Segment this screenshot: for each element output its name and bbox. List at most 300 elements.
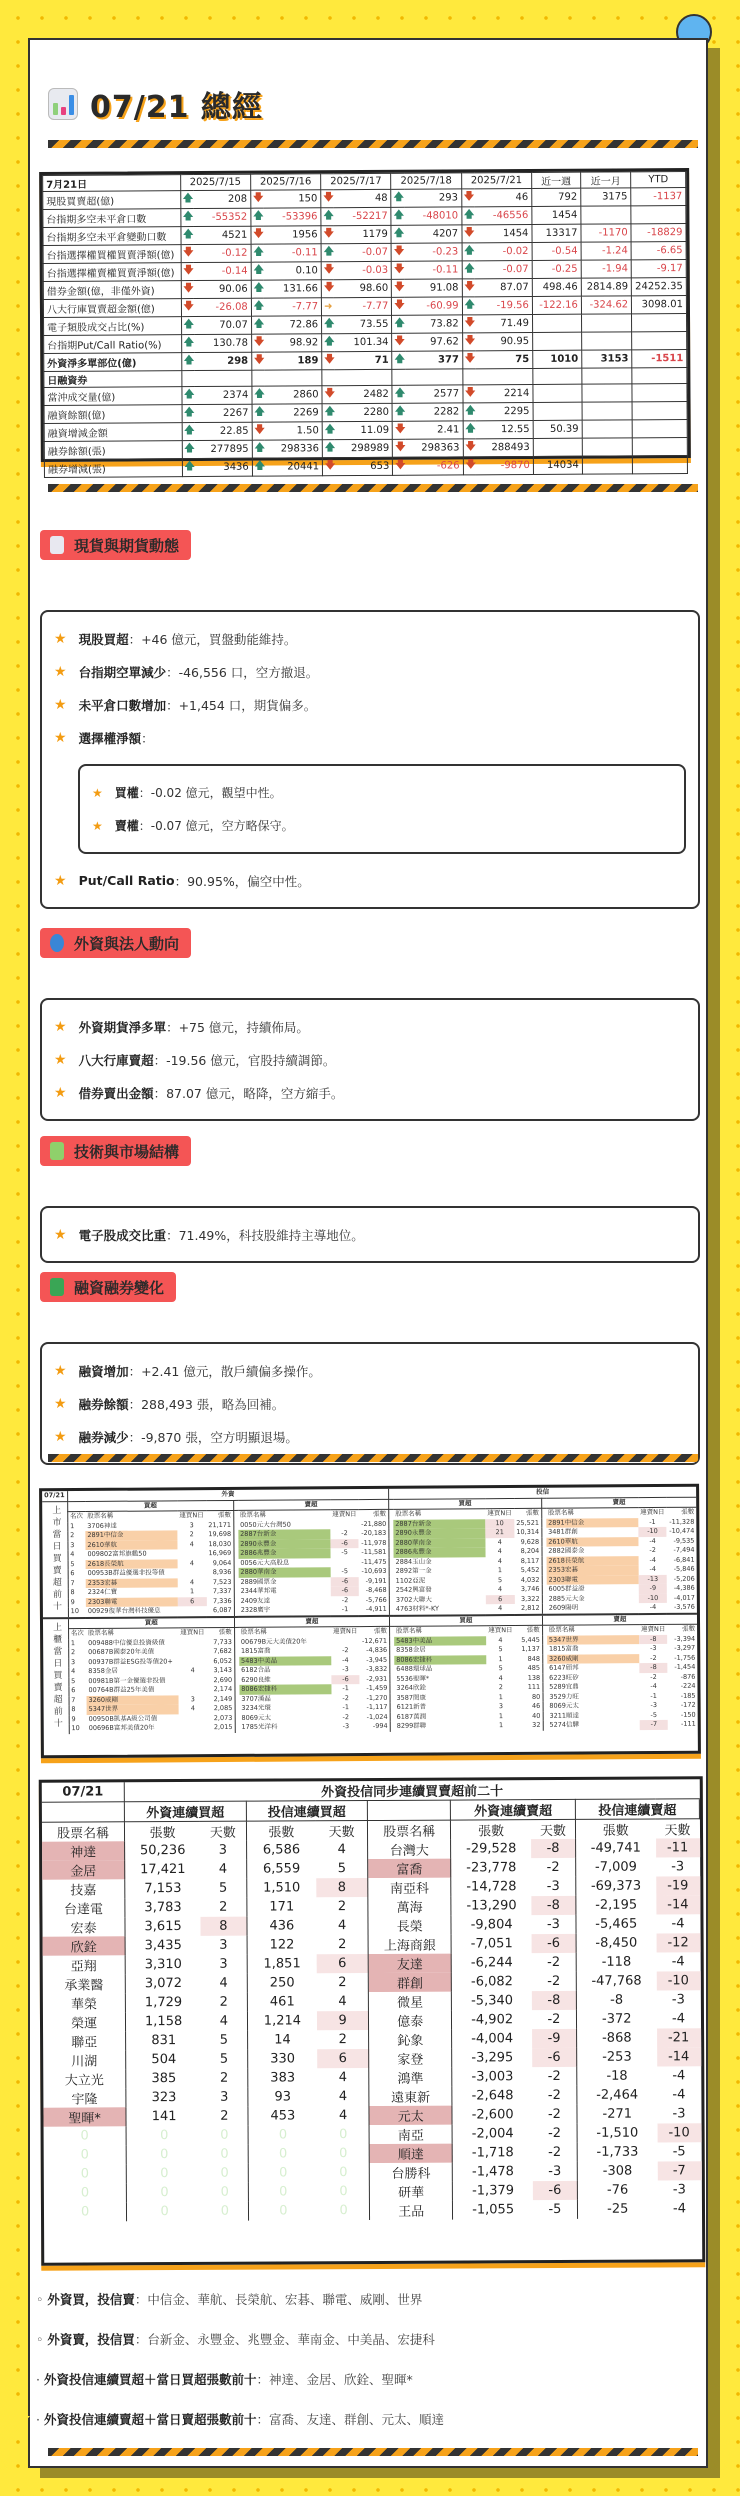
- cell-value: -7.77: [334, 297, 392, 315]
- streak-days: 2: [201, 1993, 247, 2012]
- item-key: 選擇權淨額: [78, 730, 142, 746]
- stock-name: 南亞科: [368, 1878, 451, 1897]
- streak-title: 外資投信同步連續買賣超前二十: [124, 1779, 699, 1802]
- summary-value: 13317: [532, 224, 581, 242]
- summary-value: [582, 384, 632, 402]
- summary-value: -9.17: [631, 260, 686, 278]
- share-count: -3,295: [471, 2050, 514, 2066]
- cell-value: 2.41: [405, 421, 463, 439]
- streak-days: -2: [532, 1953, 577, 1972]
- streak-days: 2: [317, 1973, 368, 1992]
- share-count: 14: [274, 2032, 291, 2048]
- streak-days: -2: [650, 1672, 657, 1681]
- item-value: ：+75 億元，持續佈局。: [166, 1019, 309, 1035]
- share-count: 17,421: [140, 1861, 186, 1878]
- streak-days: 5: [200, 1879, 246, 1898]
- share-count: -2,931: [360, 1674, 390, 1684]
- streak-days: 5: [498, 1645, 503, 1654]
- streak-days: -6: [331, 1675, 360, 1685]
- streak-days: -3: [650, 1700, 657, 1710]
- option-subbox: [78, 764, 686, 854]
- empty-cell: [181, 371, 194, 387]
- streak-days: [330, 1558, 359, 1568]
- streak-days: -2: [532, 2067, 577, 2086]
- streak-days: -12: [656, 1933, 700, 1952]
- streak-days: 3: [190, 1694, 195, 1703]
- group-row: [42, 1799, 700, 1822]
- item-value: ：-46,556 口，空方撤退。: [166, 664, 319, 680]
- streak-days: [178, 1606, 207, 1617]
- column-header: 股票名稱: [42, 1822, 125, 1842]
- streak-days: 4: [318, 2087, 369, 2106]
- stock-name: 0: [44, 2164, 127, 2183]
- name-header: 股票名稱: [395, 1626, 423, 1635]
- share-count: 3,783: [144, 1899, 182, 1916]
- stock-name: 1102亞泥: [395, 1576, 426, 1585]
- streak-days: [177, 1549, 206, 1559]
- arrow-up-icon: 🡅: [182, 459, 195, 477]
- streak-days: -4: [650, 1681, 657, 1691]
- stock-name: 3260威剛: [547, 1654, 639, 1664]
- summary-value: -1137: [631, 188, 686, 206]
- bullet-item: [42, 1010, 698, 1043]
- streak-days: 10: [485, 1518, 514, 1528]
- share-count: 383: [270, 2070, 296, 2086]
- stock-name: 009488中信優息投資級債: [88, 1637, 165, 1647]
- share-count: -49,741: [590, 1840, 641, 1856]
- group-header-sell_t: 投信連續賣超: [575, 1799, 699, 1820]
- arrow-up-icon: 🡅: [391, 207, 404, 225]
- share-count: -12,671: [360, 1636, 390, 1646]
- share-count: 32: [515, 1721, 543, 1731]
- arrow-down-icon: 🡇: [321, 226, 334, 244]
- stock-name: 2328廣宇: [240, 1605, 271, 1614]
- cell-value: 2374: [194, 386, 252, 404]
- streak-days: [178, 1676, 207, 1686]
- stock-name: 2880華南金: [238, 1567, 330, 1577]
- cell-value: 4207: [404, 225, 462, 243]
- streak-days: -4: [342, 1655, 349, 1664]
- cell-value: 101.34: [335, 333, 393, 351]
- share-count: 504: [151, 2052, 177, 2068]
- share-count: -11,328: [669, 1517, 695, 1526]
- cell-value: -26.08: [194, 298, 252, 316]
- stock-name: 宇隆: [43, 2088, 126, 2107]
- share-count: -8,450: [595, 1935, 638, 1951]
- arrow-up-icon: 🡅: [461, 207, 474, 225]
- column-header: 天數: [200, 1821, 246, 1841]
- share-count: 3,615: [144, 1918, 182, 1935]
- summary-value: [582, 438, 632, 456]
- empty-cell: [462, 369, 475, 385]
- streak-days: 6: [317, 1954, 368, 1973]
- stock-name: 長榮: [368, 1916, 451, 1935]
- cell-value: 1454: [474, 224, 532, 242]
- stock-name: 家登: [369, 2049, 452, 2068]
- stock-name: 王品: [369, 2201, 452, 2220]
- stock-name: 2324仁寶: [87, 1587, 118, 1596]
- share-count: -21,880: [359, 1519, 389, 1529]
- cell-value: [405, 369, 463, 385]
- bullet-item: [42, 622, 698, 655]
- streak-days: 0: [202, 2145, 248, 2164]
- streak-days: -14: [656, 1895, 700, 1914]
- column-header: 2025/7/15: [180, 174, 250, 190]
- cell-value: -0.07: [475, 260, 533, 278]
- share-count: -3,945: [360, 1655, 390, 1665]
- row-label: 台指期多空未平倉變動口數: [43, 227, 181, 246]
- share-count: -6,082: [470, 1974, 513, 1990]
- streak-days: 4: [189, 1539, 194, 1548]
- share-count: 453: [270, 2108, 296, 2124]
- arrow-up-icon: 🡅: [392, 351, 405, 369]
- section-title: 外資與法人動向: [74, 934, 180, 953]
- cell-value: 2214: [475, 384, 533, 402]
- stock-name: 00929復華台灣科技優息: [87, 1606, 161, 1615]
- arrow-up-icon: 🡅: [391, 189, 404, 207]
- share-count: 0: [278, 2146, 288, 2162]
- share-count: -9,804: [470, 1917, 513, 1933]
- share-count: -1,459: [360, 1684, 390, 1694]
- rank-number: 4: [70, 1550, 75, 1559]
- streak-days: -19: [656, 1876, 700, 1895]
- column-header: 2025/7/18: [391, 173, 461, 189]
- stock-name: 遠東新: [369, 2087, 452, 2106]
- streak-days: -3: [672, 2106, 686, 2122]
- cell-value: 91.08: [404, 279, 462, 297]
- stock-name: 華榮: [43, 1993, 126, 2012]
- streak-row: [44, 2199, 702, 2221]
- cell-value: 2482: [335, 385, 393, 403]
- streak-days: 0: [202, 2126, 248, 2145]
- arrow-down-icon: 🡇: [391, 243, 404, 261]
- stock-name: 3211順達: [549, 1711, 580, 1720]
- column-header: 天數: [316, 1821, 367, 1841]
- stock-name: 00764B群益25年美債: [88, 1685, 155, 1694]
- streak-days: -4: [672, 2068, 686, 2084]
- streak-days: 4: [316, 1840, 367, 1859]
- star-icon: ★: [54, 696, 67, 713]
- share-count: 19,698: [206, 1530, 234, 1540]
- share-count: -7,494: [673, 1545, 695, 1554]
- group-header-buy_f: 外資連續買超: [125, 1801, 247, 1822]
- share-count: 6,586: [262, 1842, 301, 1858]
- streak-days: -1: [341, 1605, 349, 1614]
- streak-days: -5: [533, 2200, 578, 2219]
- share-count: -47,768: [591, 1973, 642, 1989]
- share-count: -5,340: [471, 1993, 514, 2009]
- stock-name: 3707漢磊: [241, 1694, 271, 1703]
- share-count: -3,297: [674, 1643, 696, 1652]
- cell-value: 48: [334, 189, 392, 207]
- item-value: ：87.07 億元，略降，空方縮手。: [153, 1085, 344, 1101]
- streak-days: -2: [649, 1546, 656, 1555]
- streak-days: -4: [671, 1954, 685, 1970]
- streak-days: -3: [531, 1915, 576, 1934]
- section-title: 現貨與期貨動態: [74, 536, 180, 555]
- streak-days: -3: [671, 1992, 685, 2008]
- arrow-up-icon: 🡅: [391, 225, 404, 243]
- summary-value: [632, 314, 687, 332]
- share-count: -1,454: [674, 1662, 696, 1671]
- share-count: 2,073: [207, 1713, 235, 1723]
- share-count: 2,149: [207, 1694, 235, 1704]
- row-label: 台指選擇權買權買賣淨額(億): [43, 245, 181, 264]
- stock-name: 群創: [368, 1973, 451, 1992]
- section-title: 技術與市場結構: [74, 1142, 180, 1161]
- arrow-down-icon: 🡇: [181, 281, 194, 299]
- page-title: 07/21 總經: [90, 90, 263, 125]
- share-count: 461: [269, 1994, 295, 2010]
- share-count: 0: [160, 2128, 169, 2144]
- share-count: -1,117: [360, 1703, 390, 1713]
- stock-name: 2886兆豐金: [393, 1547, 485, 1557]
- share-count: -6,841: [673, 1555, 695, 1564]
- arrow-down-icon: 🡇: [321, 190, 334, 208]
- cell-value: 71: [335, 351, 393, 369]
- stock-name: 2882國泰金: [548, 1546, 585, 1555]
- share-count: 6,559: [262, 1861, 301, 1877]
- cell-value: 11.09: [335, 421, 393, 439]
- streak-days: -8: [531, 1839, 576, 1858]
- cell-value: -19.56: [475, 296, 533, 314]
- money-icon: [50, 1278, 64, 1296]
- share-count: -9,535: [673, 1536, 695, 1545]
- rank-number: 10: [71, 1724, 80, 1733]
- arrow-up-icon: 🡅: [182, 441, 195, 459]
- rank-number: 3: [70, 1540, 75, 1549]
- arrow-up-icon: 🡅: [322, 404, 335, 422]
- arrow-up-icon: 🡅: [252, 440, 265, 458]
- cell-value: 90.06: [194, 280, 252, 298]
- stock-name: 鴻準: [369, 2068, 452, 2087]
- stock-name: 2892第一金: [395, 1566, 432, 1575]
- share-count: -1,270: [360, 1693, 390, 1703]
- streak-days: -10: [639, 1593, 668, 1603]
- cell-value: -53396: [263, 208, 321, 226]
- bullet-item: [42, 1043, 698, 1076]
- cell-value: 150: [263, 190, 321, 208]
- streak-days: -1: [342, 1684, 349, 1693]
- arrow-down-icon: 🡇: [252, 352, 265, 370]
- note-key: 外資投信連續買超＋當日買超張數前十: [43, 2372, 257, 2387]
- arrow-up-icon: 🡅: [392, 385, 405, 403]
- share-count: 436: [269, 1918, 295, 1934]
- arrow-up-icon: 🡅: [251, 280, 264, 298]
- column-header: YTD: [631, 172, 686, 188]
- stock-name: 技嘉: [42, 1879, 125, 1898]
- days-header: 連賣N日: [640, 1507, 665, 1517]
- arrow-down-icon: 🡇: [322, 352, 335, 370]
- share-count: 3,746: [514, 1585, 542, 1595]
- share-count: 0: [279, 2184, 288, 2200]
- item-key: 現股買超: [78, 631, 129, 647]
- arrow-up-icon: 🡅: [181, 335, 194, 353]
- arrow-down-icon: 🡇: [462, 351, 475, 369]
- stock-name: 00696B富邦美債20年: [88, 1723, 155, 1732]
- streak-days: 0: [318, 2125, 369, 2144]
- stock-name: 2891中信金: [546, 1518, 638, 1528]
- cell-value: 73.55: [334, 315, 392, 333]
- summary-value: 792: [532, 188, 581, 206]
- share-count: -271: [602, 2106, 633, 2122]
- stock-name: 金居: [42, 1860, 125, 1879]
- empty-cell: [392, 369, 405, 385]
- scroll-icon: [50, 536, 64, 554]
- stock-name: 友達: [368, 1954, 451, 1973]
- streak-days: -1: [649, 1517, 656, 1526]
- summary-value: [581, 206, 631, 224]
- streak-days: -8: [639, 1663, 668, 1673]
- share-count: 6,087: [207, 1606, 235, 1617]
- stock-name: 承業醫: [43, 1974, 126, 1993]
- name-header: 股票名稱: [547, 1508, 575, 1517]
- table-corner-label: 7月21日: [43, 175, 181, 192]
- streak-days: 4: [317, 1992, 368, 2011]
- arrow-down-icon: 🡇: [392, 279, 405, 297]
- bullet-item: [42, 1076, 698, 1109]
- cell-value: 377: [405, 351, 463, 369]
- streak-days: 2: [498, 1683, 503, 1692]
- row-label: 融資餘額(億): [44, 405, 182, 424]
- cell-value: -0.14: [194, 262, 252, 280]
- bullet-item: [42, 1387, 698, 1420]
- share-count: -111: [680, 1719, 696, 1728]
- streak-days: 2: [201, 2069, 247, 2088]
- stock-name: 00981B第一金優選非投債: [88, 1675, 166, 1685]
- cell-value: 298989: [335, 439, 393, 457]
- cell-value: 130.78: [194, 334, 252, 352]
- stock-name: 00687B國泰20年美債: [88, 1647, 155, 1656]
- streak-days: 0: [318, 2182, 369, 2201]
- share-count: 7,682: [207, 1647, 235, 1657]
- share-count: -25: [607, 2201, 629, 2217]
- stock-name: 神達: [42, 1841, 125, 1860]
- cell-value: -0.07: [334, 243, 392, 261]
- streak-days: -9: [532, 2029, 577, 2048]
- streak-days: 3: [201, 1955, 247, 1974]
- cell-value: 2269: [265, 404, 323, 422]
- streak-days: -8: [532, 1991, 577, 2010]
- qty-header: 張數: [206, 1510, 234, 1520]
- arrow-up-icon: 🡅: [180, 191, 193, 209]
- streak-days: -2: [341, 1595, 349, 1604]
- name-header: 股票名稱: [88, 1628, 115, 1637]
- table-row: [44, 456, 687, 478]
- bullet: ◦: [36, 2332, 44, 2347]
- share-count: 3,435: [144, 1937, 182, 1954]
- streak-days: 9: [317, 2011, 368, 2030]
- streak-days: 3: [201, 1936, 247, 1955]
- stock-name: 3529力旺: [549, 1692, 579, 1701]
- foreign-label: 外資: [67, 1489, 388, 1501]
- streak-days: -3: [342, 1722, 350, 1731]
- name-header: 股票名稱: [548, 1625, 575, 1634]
- streak-days: 0: [318, 2144, 369, 2163]
- section-box-2: [40, 998, 700, 1121]
- arrow-down-icon: 🡇: [251, 226, 264, 244]
- share-count: 2,174: [207, 1685, 235, 1695]
- section-title: 融資融券變化: [74, 1278, 165, 1297]
- share-count: 4,032: [514, 1575, 542, 1585]
- note-value: ：中信金、華航、長榮航、宏碁、聯電、威剛、世界: [134, 2292, 423, 2307]
- share-count: -253: [602, 2049, 632, 2065]
- rank-number: 8: [70, 1588, 75, 1597]
- summary-value: 24252.35: [631, 278, 686, 296]
- share-count: -11,475: [359, 1557, 389, 1567]
- rank-number: 9: [70, 1597, 75, 1606]
- cell-value: -48010: [404, 207, 462, 225]
- bullet-item: [42, 688, 698, 721]
- bullet: ·: [36, 2412, 40, 2427]
- streak-days: -2: [341, 1529, 348, 1538]
- streak-days: -2: [342, 1712, 350, 1721]
- share-count: 330: [270, 2051, 296, 2067]
- stock-name: 上海商銀: [368, 1935, 451, 1954]
- arrow-down-icon: 🡇: [393, 439, 406, 457]
- summary-value: [631, 206, 686, 224]
- stock-name: 2886兆豐金: [238, 1548, 330, 1558]
- streak-days: -10: [638, 1527, 667, 1537]
- bullet-item: [42, 655, 698, 688]
- section-header-3: [40, 1136, 191, 1166]
- item-key: Put/Call Ratio: [78, 873, 175, 888]
- stock-name: 0: [44, 2183, 127, 2202]
- rank-number: 1: [70, 1638, 76, 1647]
- streak-days: 2: [189, 1530, 194, 1539]
- streak-days: -10: [656, 1971, 700, 1990]
- stock-name: 6488環球晶: [396, 1664, 433, 1673]
- rank-number: 7: [70, 1578, 75, 1587]
- streak-days: -2: [532, 2105, 577, 2124]
- cell-value: -60.99: [405, 297, 463, 315]
- share-count: -150: [680, 1710, 696, 1719]
- : [367, 1800, 450, 1820]
- share-count: 3,143: [207, 1666, 235, 1676]
- streak-days: 0: [202, 2164, 248, 2183]
- share-count: -1,718: [471, 2145, 514, 2161]
- streak-days: 6: [486, 1594, 515, 1604]
- streak-table-image: [39, 1776, 706, 2265]
- cell-value: -55352: [193, 208, 251, 226]
- stock-name: 5347世界: [547, 1635, 639, 1645]
- share-count: 7,336: [206, 1596, 234, 1606]
- share-count: 1,851: [263, 1956, 301, 1972]
- streak-days: -14: [657, 2047, 701, 2066]
- rank-number: 7: [71, 1695, 76, 1704]
- column-header: 張數: [478, 1824, 505, 1840]
- arrow-up-icon: 🡅: [251, 316, 264, 334]
- stock-name: 2542興富發: [395, 1585, 432, 1594]
- streak-days: -5: [672, 2144, 686, 2160]
- share-count: 1,214: [263, 2013, 302, 2029]
- streak-days: 5: [316, 1859, 367, 1878]
- cell-value: 22.85: [195, 422, 253, 440]
- share-count: -76: [606, 2182, 629, 2198]
- arrow-down-icon: 🡇: [322, 458, 335, 476]
- arrow-up-icon: 🡅: [251, 298, 264, 316]
- item-value: ：+46 億元，買盤動能維持。: [128, 631, 297, 647]
- arrow-up-icon: 🡅: [462, 261, 475, 279]
- note-value: ：神達、金居、欣銓、聖暉*: [256, 2372, 413, 2387]
- cell-value: -0.11: [264, 244, 322, 262]
- cell-value: 131.66: [264, 280, 322, 298]
- column-header: 張數: [149, 1826, 176, 1842]
- days-header: 連賣N日: [332, 1627, 358, 1636]
- streak-days: 4: [497, 1585, 503, 1594]
- arrow-up-icon: 🡅: [322, 316, 335, 334]
- streak-days: -2: [342, 1646, 349, 1655]
